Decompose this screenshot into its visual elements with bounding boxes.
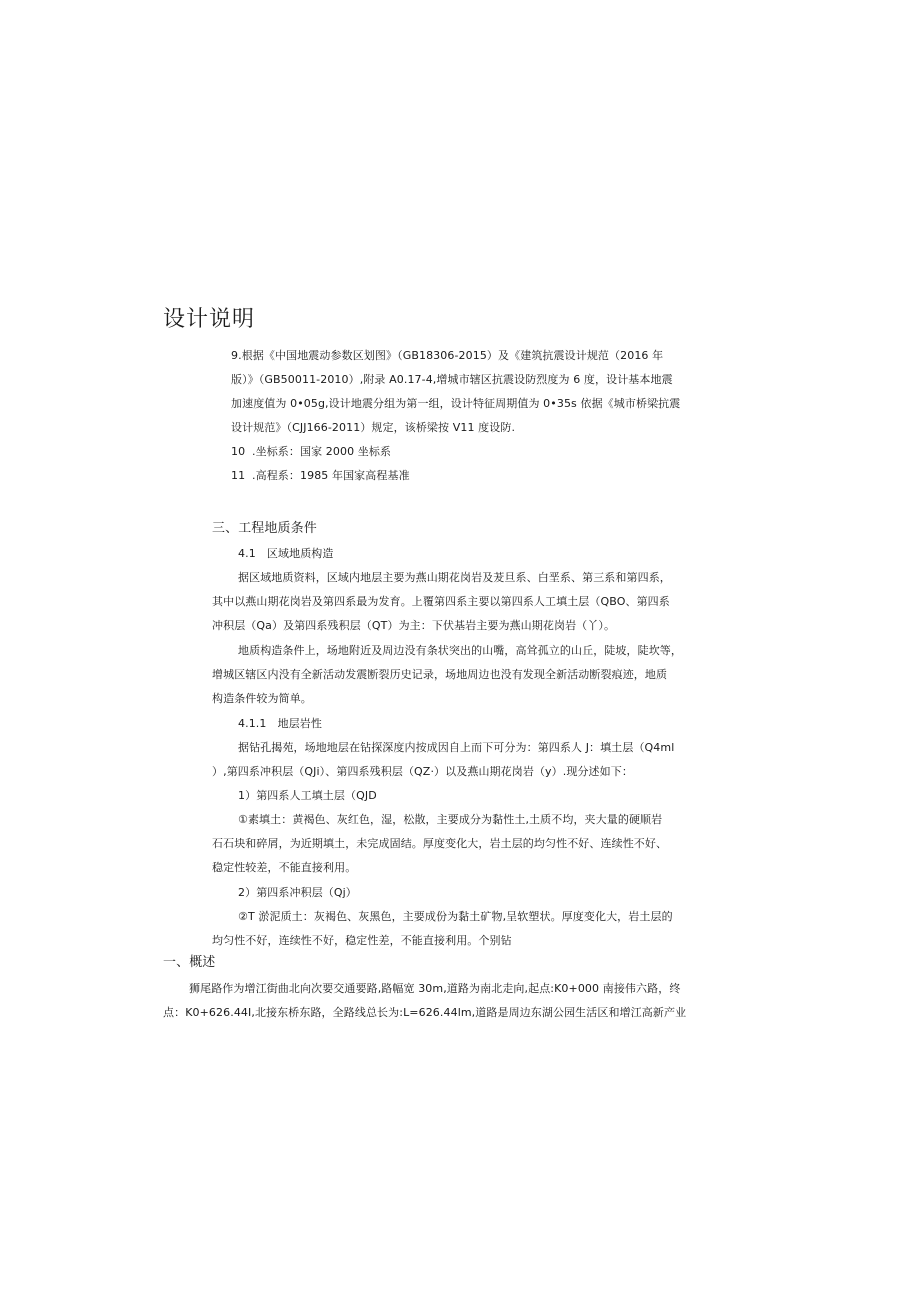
section9-line-2: 版）》（GB50011-2010）,附录 A0.17-4,增城市辖区抗震设防烈度为 6 度，设计基本地震 — [231, 373, 673, 386]
subsection-4-1-heading: 4.1 区域地质构造 — [238, 547, 334, 560]
layer1-line-1: ①素填土：黄褐色、灰红色，湿，松散，主要成分为黏性土,土质不均，夹大量的硬顺岩 — [238, 813, 663, 826]
overview-line-1: 狮尾路作为增江街曲北向次要交通要路,路幅宽 30m,道路为南北走向,起点:K0+000 南接伟六路，终 — [189, 982, 681, 995]
subsection-4-1-1-heading: 4.1.1 地层岩性 — [238, 717, 322, 730]
item11-text: .高程系：1985 年国家高程基准 — [252, 469, 410, 482]
overview-heading: 一、概述 — [163, 955, 216, 970]
layer1-line-2: 石石块和碎屑，为近期填土，未完成固结。厚度变化大，岩土层的均匀性不好、连续性不好、 — [212, 837, 668, 850]
para2-line-2: 增城区辖区内没有全新活动发震断裂历史记录，场地周边也没有发现全新活动断裂痕迹，地质 — [212, 668, 668, 681]
layer2-title: 2）第四系冲积层（Qj） — [238, 886, 357, 899]
para1-line-2: 其中以燕山期花岗岩及第四系最为发育。上覆第四系主要以第四系人工填土层（QBO、第四系 — [212, 595, 670, 608]
geology-heading: 三、工程地质条件 — [212, 521, 317, 536]
layer1-title: 1）第四系人工填土层（QJD — [238, 789, 377, 802]
para1-line-3: 冲积层（Qa）及第四系残积层（QT）为主：下伏基岩主要为燕山期花岗岩（丫）。 — [212, 619, 616, 632]
section9-line-4: 设计规范》（CJJ166-2011）规定，该桥梁按 V11 度设防. — [231, 421, 516, 434]
item10-number: 10 — [231, 445, 246, 458]
item11-number: 11 — [231, 469, 246, 482]
layer2-line-1: ②T 淤泥质土：灰褐色、灰黑色，主要成份为黏土矿物,呈软塑状。厚度变化大，岩土层的 — [238, 910, 673, 923]
para2-line-1: 地质构造条件上，场地附近及周边没有条状突出的山嘴，高耸孤立的山丘，陡坡，陡坎等， — [238, 644, 682, 657]
layer2-line-2: 均匀性不好，连续性不好，稳定性差，不能直接利用。个别钻 — [212, 934, 512, 947]
overview-line-2: 点：K0+626.44I,北接东桥东路，全路线总长为:L=626.44lm,道路是周边东湖公园生活区和增江高新产业 — [163, 1006, 687, 1019]
item10-text: .坐标系：国家 2000 坐标系 — [252, 445, 392, 458]
para3-line-1: 据钻孔揭苑，场地地层在钻探深度内按成因自上而下可分为：第四系人 J：填土层（Q4ml — [238, 741, 675, 754]
page-title: 设计说明 — [163, 307, 256, 332]
layer1-line-3: 稳定性较差，不能直接利用。 — [212, 861, 357, 874]
para3-line-2: ）,第四系冲积层（QJi）、第四系残积层（QZ·）以及燕山期花岗岩（y）.现分述如下： — [212, 765, 633, 778]
para1-line-1: 据区域地质资料，区域内地层主要为燕山期花岗岩及茇旦系、白垩系、第三系和第四系， — [238, 571, 671, 584]
para2-line-3: 构造条件较为简单。 — [212, 692, 312, 705]
section9-line-1: 9.根据《中国地震动参数区划图》（GB18306-2015）及《建筑抗震设计规范（2016 年 — [231, 349, 664, 362]
section9-line-3: 加速度值为 0•05g,设计地震分组为第一组，设计特征周期值为 0•35s 依据《城市桥梁抗震 — [231, 397, 681, 410]
